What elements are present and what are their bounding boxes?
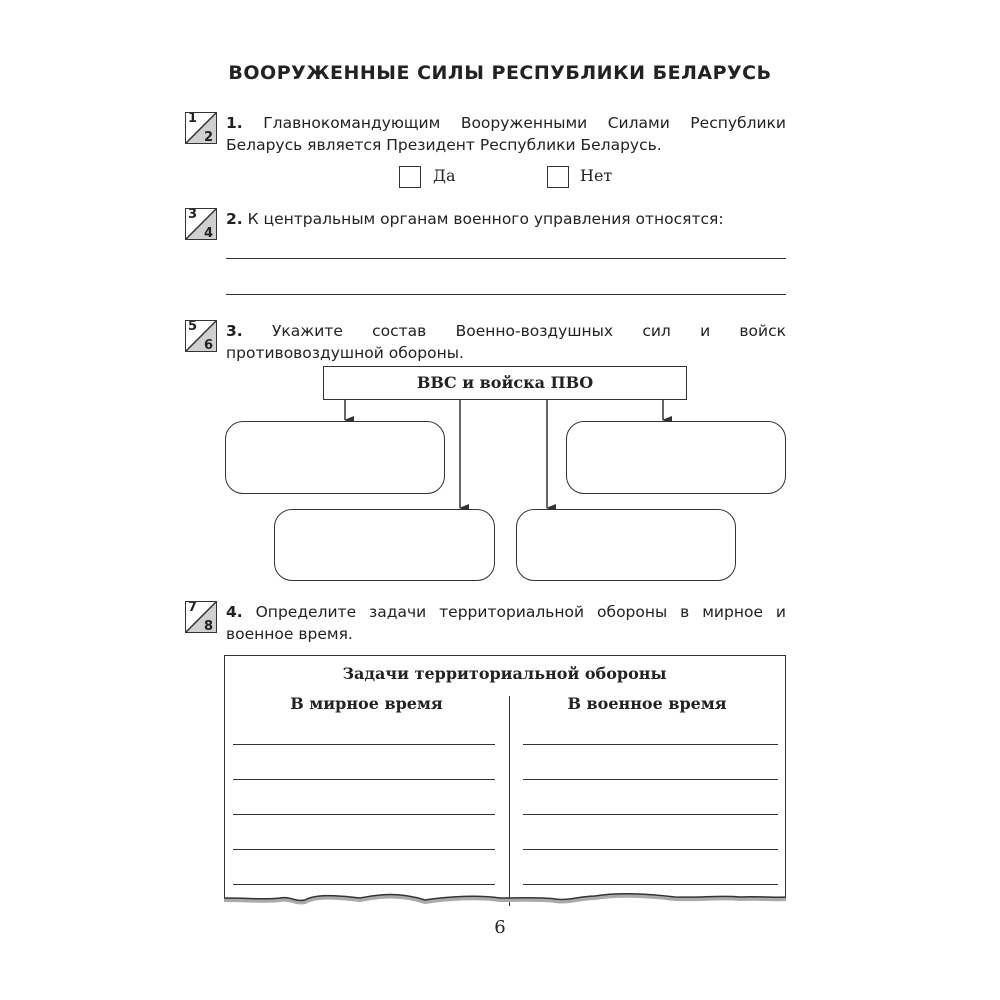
answer-line[interactable] — [233, 814, 495, 815]
answer-line[interactable] — [233, 779, 495, 780]
torn-edge — [220, 892, 790, 912]
badge-bottom-number: 6 — [203, 338, 213, 352]
answer-line[interactable] — [233, 884, 495, 885]
page-number: 6 — [494, 917, 506, 938]
diagram-answer-box[interactable] — [566, 421, 786, 494]
table-title: Задачи территориальной обороны — [342, 664, 667, 683]
page-title: ВООРУЖЕННЫЕ СИЛЫ РЕСПУБЛИКИ БЕЛАРУСЬ — [228, 62, 772, 84]
question-4 — [226, 601, 786, 645]
checkbox-no-label: Нет — [580, 166, 613, 185]
question-number: 3. — [226, 322, 243, 340]
answer-line[interactable] — [523, 884, 778, 885]
question-number: 4. — [226, 603, 243, 621]
badge-bottom-number: 2 — [203, 130, 213, 144]
diagram-root-box: ВВС и войска ПВО — [323, 366, 687, 400]
badge-top-number: 5 — [188, 320, 198, 334]
question-text: Главнокомандующим Вооруженными Силами Республики Беларусь является Президент Республики Беларусь. — [226, 114, 786, 154]
badge-bottom-number: 8 — [203, 619, 213, 633]
answer-line[interactable] — [523, 814, 778, 815]
answer-line[interactable] — [523, 779, 778, 780]
answer-line[interactable] — [233, 849, 495, 850]
diagram-answer-box[interactable] — [274, 509, 495, 581]
diagram-answer-box[interactable] — [225, 421, 445, 494]
checkbox-yes-label: Да — [433, 166, 456, 185]
answer-line[interactable] — [523, 744, 778, 745]
column-header-peacetime: В мирное время — [290, 694, 443, 713]
question-number: 2. — [226, 210, 243, 228]
badge-bottom-number: 4 — [203, 226, 213, 240]
question-text: К центральным органам военного управления относятся: — [247, 210, 724, 228]
answer-line[interactable] — [523, 849, 778, 850]
badge-top-number: 1 — [188, 112, 198, 126]
question-text: Определите задачи территориальной обороны в мирное и военное время. — [226, 603, 786, 643]
badge-top-number: 7 — [188, 601, 198, 615]
tasks-table — [224, 655, 786, 900]
question-number: 1. — [226, 114, 243, 132]
column-divider — [509, 696, 510, 906]
difficulty-badge — [185, 601, 217, 633]
answer-line[interactable] — [233, 744, 495, 745]
diagram-answer-box[interactable] — [516, 509, 736, 581]
column-header-wartime: В военное время — [567, 694, 727, 713]
badge-top-number: 3 — [188, 208, 198, 222]
question-text: Укажите состав Военно-воздушных сил и войск противовоздушной обороны. — [226, 322, 786, 362]
